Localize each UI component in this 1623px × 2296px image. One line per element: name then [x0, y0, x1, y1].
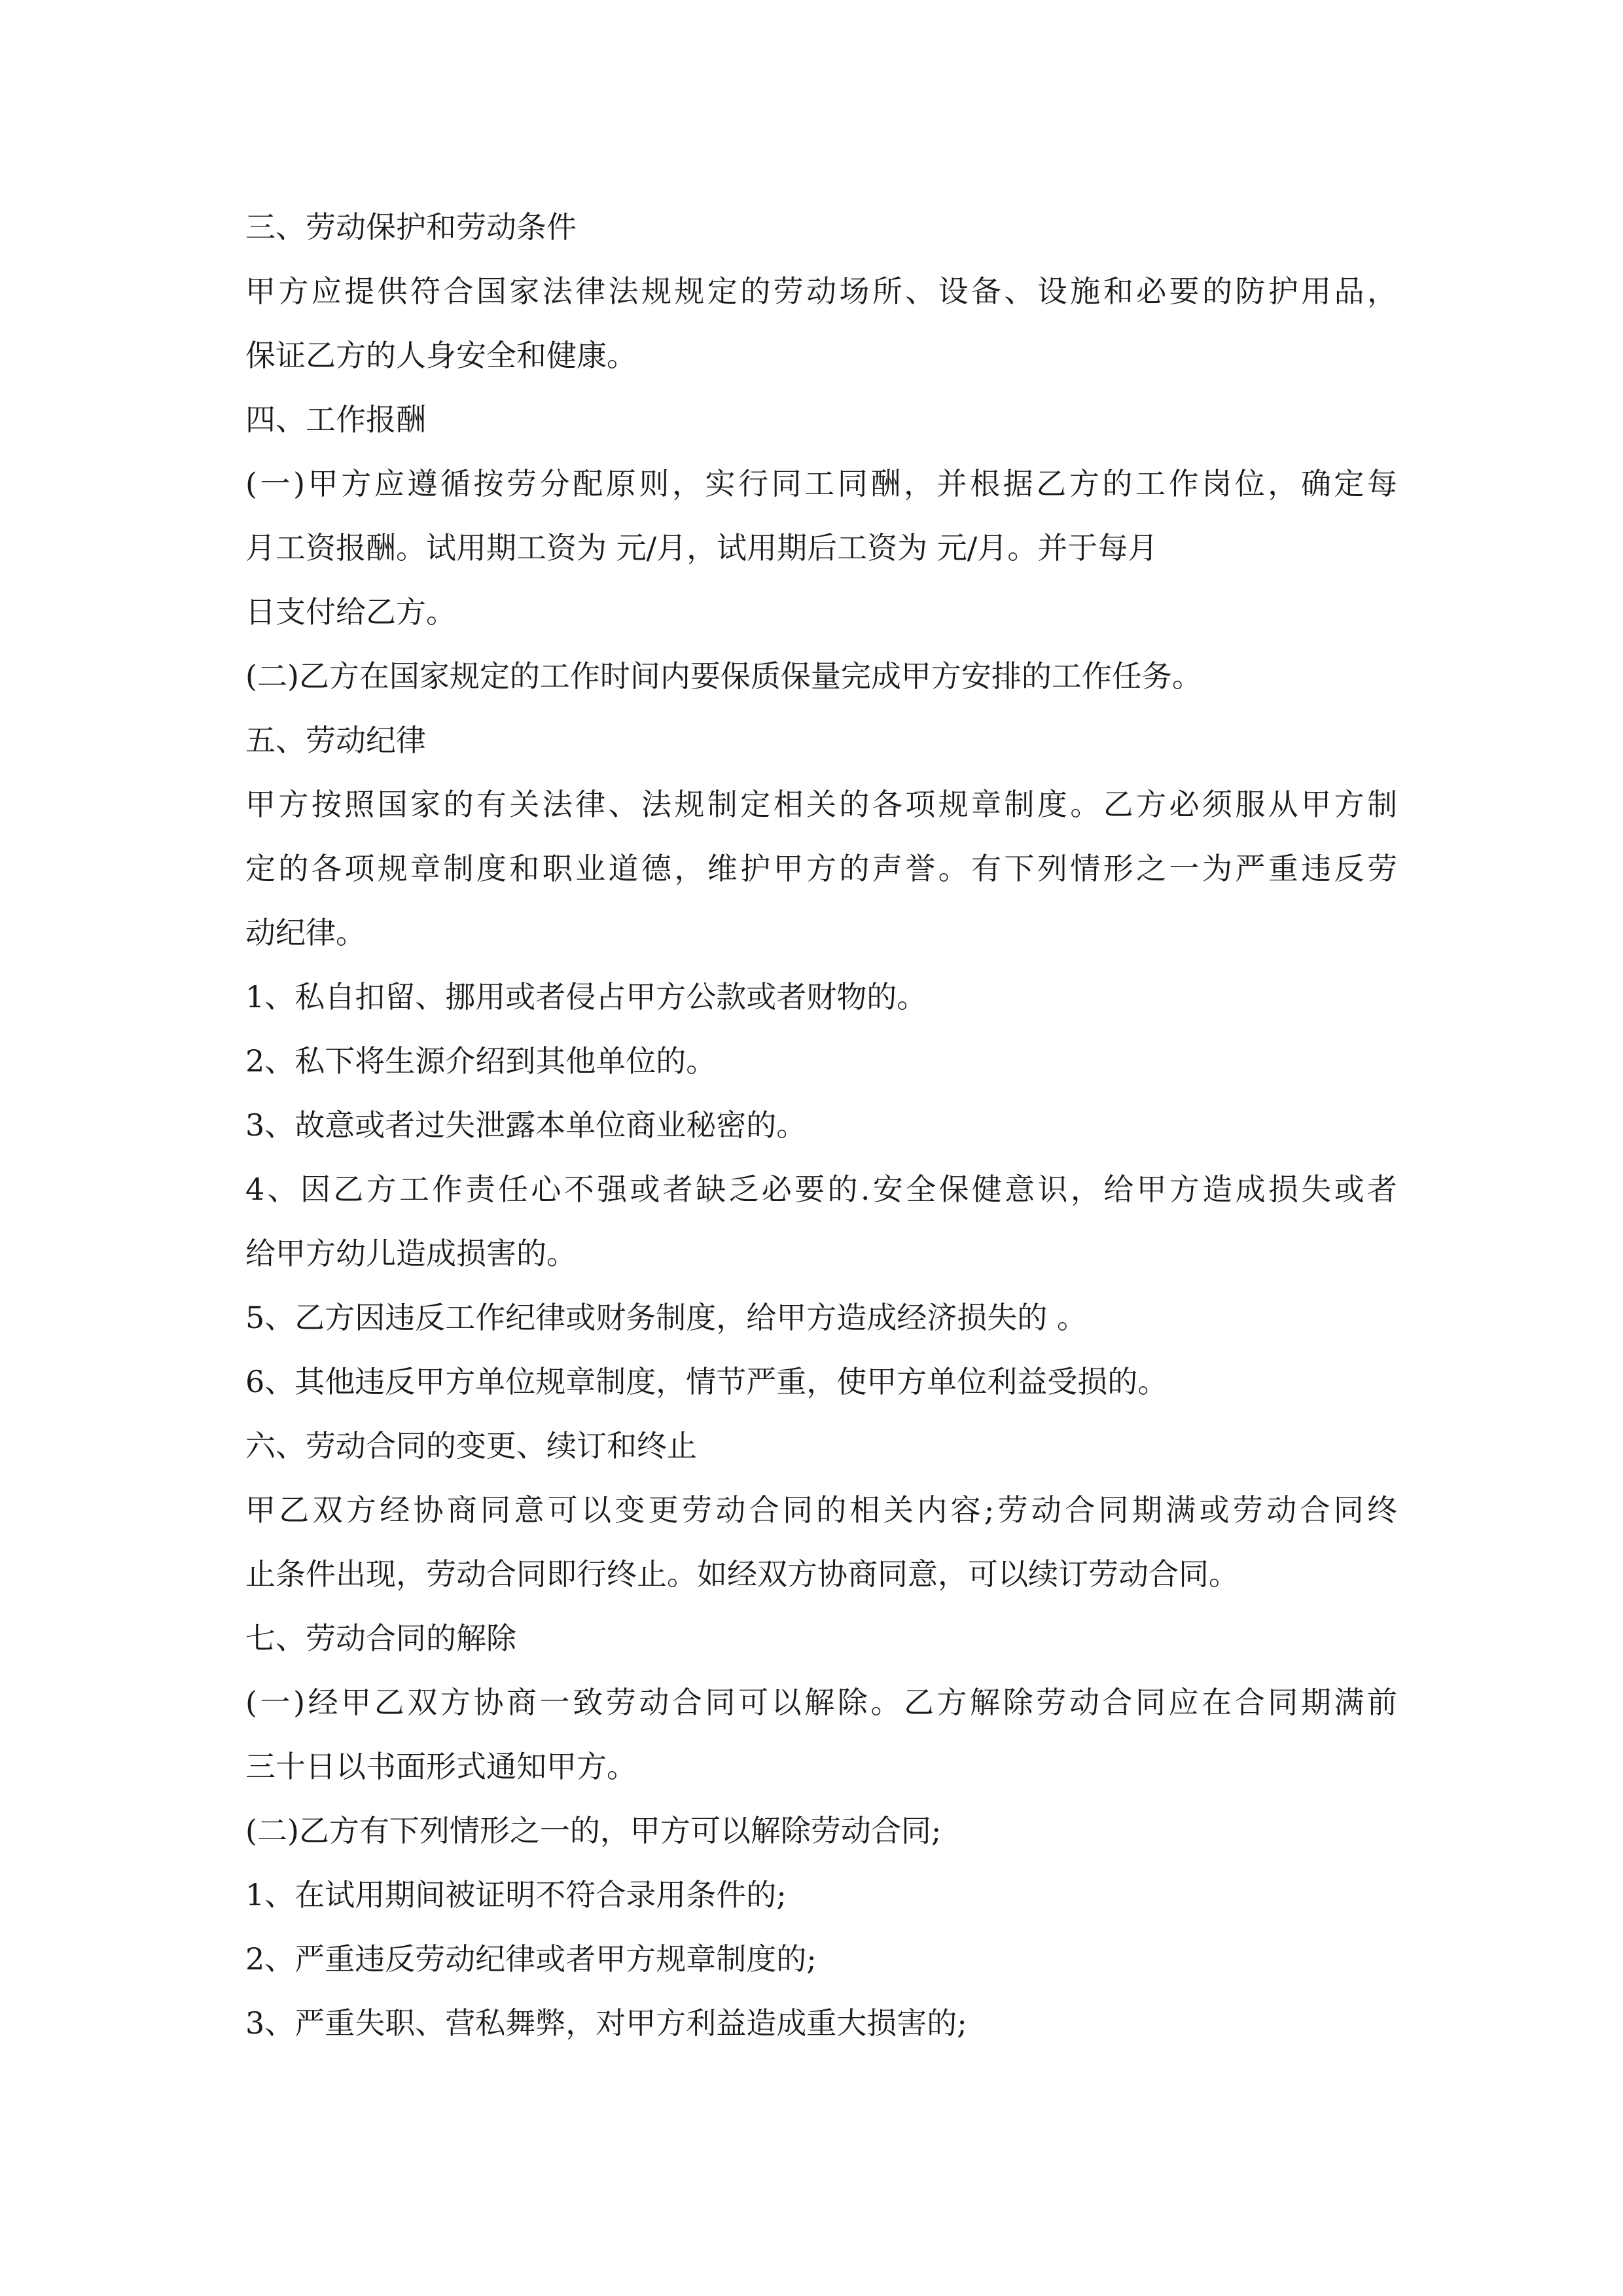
list-item: 2、严重违反劳动纪律或者甲方规章制度的; — [245, 1941, 817, 1977]
paragraph-line: 甲方应提供符合国家法律法规规定的劳动场所、设备、设施和必要的防护用品， — [245, 274, 1397, 309]
list-item: 2、私下将生源介绍到其他单位的。 — [245, 1043, 717, 1079]
section-heading-4: 四、工作报酬 — [245, 402, 426, 437]
paragraph-line: 甲乙双方经协商同意可以变更劳动合同的相关内容;劳动合同期满或劳动合同终 — [245, 1492, 1397, 1528]
paragraph-line: (一)甲方应遵循按劳分配原则，实行同工同酬，并根据乙方的工作岗位，确定每 — [245, 466, 1397, 501]
section-heading-7: 七、劳动合同的解除 — [245, 1621, 516, 1656]
paragraph-line: (二)乙方在国家规定的工作时间内要保质保量完成甲方安排的工作任务。 — [245, 658, 1202, 694]
section-heading-3: 三、劳动保护和劳动条件 — [245, 209, 577, 245]
list-item: 5、乙方因违反工作纪律或财务制度，给甲方造成经济损失的 。 — [245, 1300, 1087, 1335]
document-body — [245, 195, 1397, 2055]
list-item: 6、其他违反甲方单位规章制度，情节严重，使甲方单位利益受损的。 — [245, 1364, 1168, 1399]
section-heading-5: 五、劳动纪律 — [245, 723, 426, 758]
list-item: 1、在试用期间被证明不符合录用条件的; — [245, 1877, 787, 1912]
list-item: 4、因乙方工作责任心不强或者缺乏必要的.安全保健意识，给甲方造成损失或者 — [245, 1172, 1397, 1207]
section-heading-6: 六、劳动合同的变更、续订和终止 — [245, 1428, 697, 1463]
paragraph-line: 保证乙方的人身安全和健康。 — [245, 338, 637, 373]
list-item: 3、故意或者过失泄露本单位商业秘密的。 — [245, 1107, 807, 1143]
paragraph-line: 日支付给乙方。 — [245, 594, 456, 630]
paragraph-line: 三十日以书面形式通知甲方。 — [245, 1749, 637, 1784]
list-item: 1、私自扣留、挪用或者侵占甲方公款或者财物的。 — [245, 979, 927, 1014]
paragraph-line: 止条件出现，劳动合同即行终止。如经双方协商同意，可以续订劳动合同。 — [245, 1556, 1239, 1592]
paragraph-line: (一)经甲乙双方协商一致劳动合同可以解除。乙方解除劳动合同应在合同期满前 — [245, 1685, 1397, 1720]
list-item-continuation: 给甲方幼儿造成损害的。 — [245, 1236, 577, 1271]
paragraph-line: 定的各项规章制度和职业道德，维护甲方的声誉。有下列情形之一为严重违反劳 — [245, 851, 1397, 886]
list-item: 3、严重失职、营私舞弊，对甲方利益造成重大损害的; — [245, 2005, 967, 2041]
paragraph-line: 月工资报酬。试用期工资为 元/月，试用期后工资为 元/月。并于每月 — [245, 530, 1158, 565]
paragraph-line: 动纪律。 — [245, 915, 366, 950]
paragraph-line: 甲方按照国家的有关法律、法规制定相关的各项规章制度。乙方必须服从甲方制 — [245, 787, 1397, 822]
paragraph-line: (二)乙方有下列情形之一的，甲方可以解除劳动合同; — [245, 1813, 942, 1848]
